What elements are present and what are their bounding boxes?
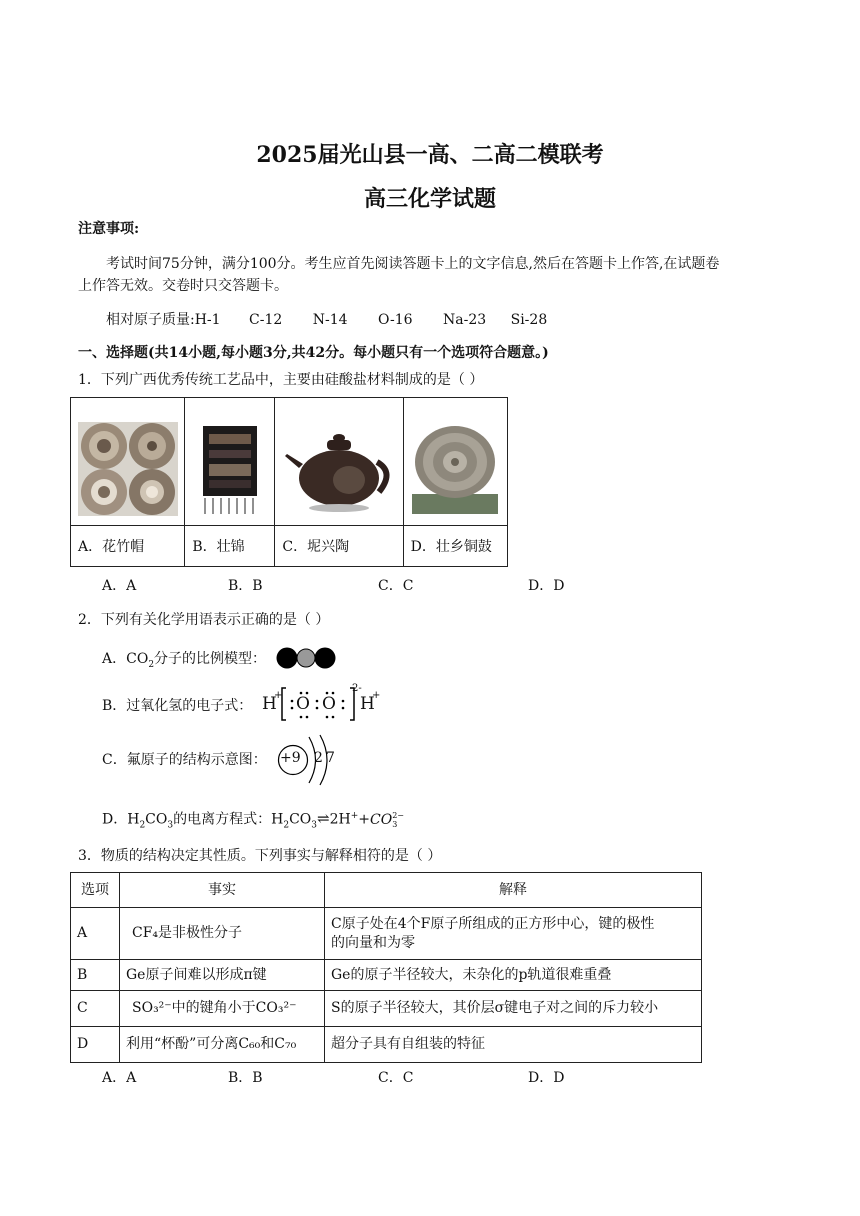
q1-table: [70, 397, 508, 567]
carbonate-ion: [370, 812, 404, 828]
b-oxygen-2: O: [322, 694, 336, 714]
q3-header-fact: 事实: [120, 873, 325, 908]
q3-stem: 3．物质的结构决定其性质。下列事实与解释相符的是（ ）: [78, 848, 442, 864]
q3-header-option: 选项: [71, 873, 120, 908]
q3-option-a: A．A: [102, 1070, 137, 1086]
q2-d-rest: 的电离方程式：H: [173, 811, 284, 828]
atomic-mass-c: C-12: [249, 312, 283, 328]
b-h-left-charge: +: [274, 690, 283, 701]
q2-d-sub1: 2: [139, 820, 146, 831]
q1-item-a: A．花竹帽: [71, 526, 185, 567]
q3-option-b: B．B: [228, 1070, 263, 1086]
q2-d-sub3: 2: [283, 820, 290, 831]
f-nucleus-charge: +9: [280, 750, 301, 766]
notice-line-1: 考试时间75分钟，满分100分。考生应首先阅读答题卡上的文字信息,然后在答题卡上作答,在试题卷: [106, 256, 720, 272]
q3-row-a-explanation: [325, 908, 702, 960]
q3-row-d-explanation: 超分子具有自组装的特征: [325, 1027, 702, 1063]
table-row: [71, 991, 702, 1027]
q1-option-a: A．A: [102, 578, 137, 594]
atomic-mass-h: H-1: [194, 312, 221, 328]
q3-option-d: D．D: [528, 1070, 565, 1086]
b-bracket-charge: 2-: [352, 683, 362, 694]
q2-a-rest: 分子的比例模型：: [154, 651, 267, 667]
q2-option-c-label: C．氟原子的结构示意图：: [102, 752, 267, 768]
q3-option-c: C．C: [378, 1070, 414, 1086]
page-title: 2025届光山县一高、二高二模联考: [256, 142, 604, 168]
q3-row-a-expl-line1: C原子处在4个F原子所组成的正方形中心，键的极性: [331, 915, 655, 932]
f-shell-1: 2: [314, 750, 323, 766]
q2-d-eq: CO: [289, 811, 312, 828]
bronze-drum-image: [410, 422, 500, 516]
q1-option-d: D．D: [528, 578, 565, 594]
q1-item-c: C．坭兴陶: [275, 526, 403, 567]
b-oxygen-1: O: [296, 694, 310, 714]
q1-option-c: C．C: [378, 578, 414, 594]
bamboo-hat-image: [78, 422, 178, 516]
page-subtitle: 高三化学试题: [363, 186, 496, 212]
q2-d-mid: CO: [145, 811, 168, 828]
q1-stem: 1．下列广西优秀传统工艺品中，主要由硅酸盐材料制成的是（ ）: [78, 372, 484, 388]
q2-option-d: [102, 806, 404, 835]
q3-row-a-option: A: [71, 908, 120, 960]
q3-row-b-option: B: [71, 960, 120, 991]
q2-a-sub: 2: [148, 659, 155, 670]
q1-option-b: B．B: [228, 578, 263, 594]
q3-row-b-fact: Ge原子间难以形成π键: [120, 960, 325, 991]
equilibrium-arrow: ⇌: [317, 809, 330, 828]
atomic-mass-na: Na-23: [443, 312, 487, 328]
q2-option-a: [102, 649, 266, 675]
q2-option-b-label: B．过氧化氢的电子式：: [102, 698, 253, 714]
atomic-mass-n: N-14: [312, 312, 348, 328]
co2-space-filling-model: [275, 647, 337, 669]
q3-row-b-explanation: Ge的原子半径较大，未杂化的p轨道很难重叠: [325, 960, 702, 991]
q2-d-sub4: 3: [311, 820, 317, 831]
table-row: [71, 1027, 702, 1063]
b-h-right-charge: +: [372, 690, 381, 701]
q2-d-co-sup: 2−: [392, 810, 404, 820]
b-h-left: H: [262, 694, 277, 714]
table-row: [71, 908, 702, 960]
q1-image-d-cell: [403, 398, 507, 526]
q3-row-a-expl-line2: 的向量和为零: [331, 934, 415, 951]
nixing-pottery-image: [283, 422, 395, 516]
q2-a-label: A．CO: [102, 651, 149, 667]
q1-image-a-cell: [71, 398, 185, 526]
q2-d-co-sub: 3: [392, 819, 398, 829]
q3-row-d-option: D: [71, 1027, 120, 1063]
q3-row-c-fact: SO₃²⁻中的键角小于CO₃²⁻: [120, 991, 325, 1027]
atomic-mass-row: [106, 310, 547, 330]
notice-line-2: 上作答无效。交卷时只交答题卡。: [78, 278, 288, 294]
q2-d-co: CO: [369, 811, 393, 828]
f-shell-2: 7: [326, 750, 335, 766]
q3-row-c-explanation: S的原子半径较大，其价层σ键电子对之间的斥力较小: [325, 991, 702, 1027]
atomic-mass-label: 相对原子质量:: [106, 312, 195, 328]
q2-d-label: D．H: [102, 811, 140, 828]
section-heading: 一、选择题(共14小题,每小题3分,共42分。每小题只有一个选项符合题意。): [78, 345, 549, 361]
b-h-right: H: [360, 694, 375, 714]
table-row: [71, 960, 702, 991]
q2-d-plus: +: [358, 811, 370, 828]
fluorine-atom-diagram: [276, 733, 346, 787]
q2-d-sup-plus: +: [350, 811, 359, 821]
q2-d-sub2: 3: [167, 820, 174, 831]
q1-item-d: D．壮乡铜鼓: [403, 526, 507, 567]
q1-image-b-cell: [185, 398, 275, 526]
q1-item-b: B．壮锦: [185, 526, 275, 567]
atomic-mass-si: Si-28: [510, 312, 548, 328]
q1-image-c-cell: [275, 398, 403, 526]
q2-stem: 2．下列有关化学用语表示正确的是（ ）: [78, 612, 330, 628]
h2o2-electron-formula: [262, 683, 392, 725]
notice-heading: 注意事项:: [78, 221, 140, 237]
q3-table: [70, 872, 702, 1063]
q3-row-d-fact: 利用“杯酚”可分离C₆₀和C₇₀: [120, 1027, 325, 1063]
q2-d-prod: 2H: [329, 811, 351, 828]
atomic-mass-o: O-16: [378, 312, 413, 328]
zhuang-brocade-image: [195, 422, 265, 516]
q3-header-explanation: 解释: [325, 873, 702, 908]
q3-row-c-option: C: [71, 991, 120, 1027]
electron-bracket-dots: [280, 685, 356, 723]
q3-row-a-fact: CF₄是非极性分子: [120, 908, 325, 960]
